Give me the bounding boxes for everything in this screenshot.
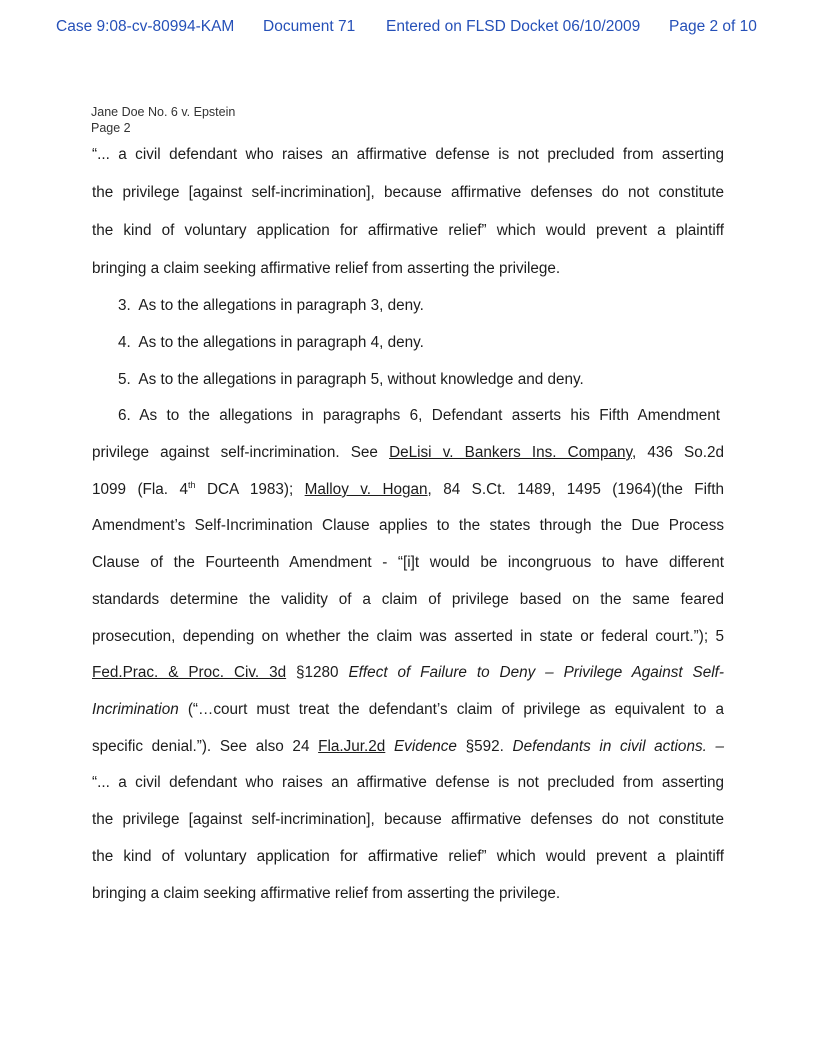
para6-line: specific denial.”). See also 24 Fla.Jur.2d Evidence §592. Defendants in civil actions. – bbox=[92, 738, 725, 755]
para6-line: Fed.Prac. & Proc. Civ. 3d §1280 Effect of Failure to Deny – Privilege Against Self- bbox=[92, 664, 724, 681]
item-number: 5. bbox=[118, 371, 131, 388]
quote2-line: the kind of voluntary application for affirmative relief” which would prevent a plaintiff bbox=[92, 848, 724, 865]
case-citation: Malloy v. Hogan bbox=[304, 481, 428, 498]
list-item bbox=[118, 370, 750, 390]
list-item bbox=[118, 333, 750, 353]
quote1-line: “... a civil defendant who raises an affirmative defense is not precluded from asserting bbox=[92, 146, 724, 163]
quote1-line: the privilege [against self-incrimination], because affirmative defenses do not constitute bbox=[92, 184, 724, 201]
item-text: As to the allegations in paragraph 4, deny. bbox=[138, 334, 424, 351]
para6-line: prosecution, depending on whether the claim was asserted in state or federal court.”); 5 bbox=[92, 628, 724, 645]
para6-line: Incrimination (“…court must treat the defendant’s claim of privilege as equivalent to a bbox=[92, 701, 724, 718]
list-item bbox=[118, 296, 750, 316]
item-number: 4. bbox=[118, 334, 131, 351]
item-text: As to the allegations in paragraph 3, deny. bbox=[138, 297, 424, 314]
quote2-line: the privilege [against self-incrimination], because affirmative defenses do not constitute bbox=[92, 811, 724, 828]
para6-line: Amendment’s Self-Incrimination Clause applies to the states through the Due Process bbox=[92, 517, 724, 534]
item-number: 6. bbox=[118, 407, 131, 424]
caption-page: Page 2 bbox=[91, 121, 131, 135]
para6-line: Clause of the Fourteenth Amendment - “[i]t would be incongruous to have different bbox=[92, 554, 724, 571]
treatise-citation: Fla.Jur.2d bbox=[318, 738, 386, 755]
case-citation: DeLisi v. Bankers Ins. Company bbox=[389, 444, 632, 461]
para6-line: 6. As to the allegations in paragraphs 6, Defendant asserts his Fifth Amendment bbox=[118, 407, 720, 424]
item-number: 3. bbox=[118, 297, 131, 314]
para6-line: privilege against self-incrimination. See DeLisi v. Bankers Ins. Company, 436 So.2d bbox=[92, 444, 725, 461]
case-number: Case 9:08-cv-80994-KAM bbox=[56, 18, 235, 35]
quote2-line: “... a civil defendant who raises an affirmative defense is not precluded from asserting bbox=[92, 774, 724, 791]
quote1-line: bringing a claim seeking affirmative relief from asserting the privilege. bbox=[92, 260, 561, 277]
document-number: Document 71 bbox=[263, 18, 356, 35]
caption-title: Jane Doe No. 6 v. Epstein bbox=[91, 105, 236, 119]
treatise-citation: Fed.Prac. & Proc. Civ. 3d bbox=[92, 664, 287, 681]
quote1-line: the kind of voluntary application for affirmative relief” which would prevent a plaintiff bbox=[92, 222, 724, 239]
docket-entry-date: Entered on FLSD Docket 06/10/2009 bbox=[386, 18, 641, 35]
page-indicator: Page 2 of 10 bbox=[669, 18, 757, 35]
para6-line: 1099 (Fla. 4th DCA 1983); Malloy v. Hogan, 84 S.Ct. 1489, 1495 (1964)(the Fifth bbox=[92, 479, 725, 498]
item-text: As to the allegations in paragraph 5, without knowledge and deny. bbox=[138, 371, 584, 388]
page-caption bbox=[91, 104, 235, 136]
quote2-line: bringing a claim seeking affirmative relief from asserting the privilege. bbox=[92, 885, 561, 902]
para6-line: standards determine the validity of a claim of privilege based on the same feared bbox=[92, 591, 724, 608]
